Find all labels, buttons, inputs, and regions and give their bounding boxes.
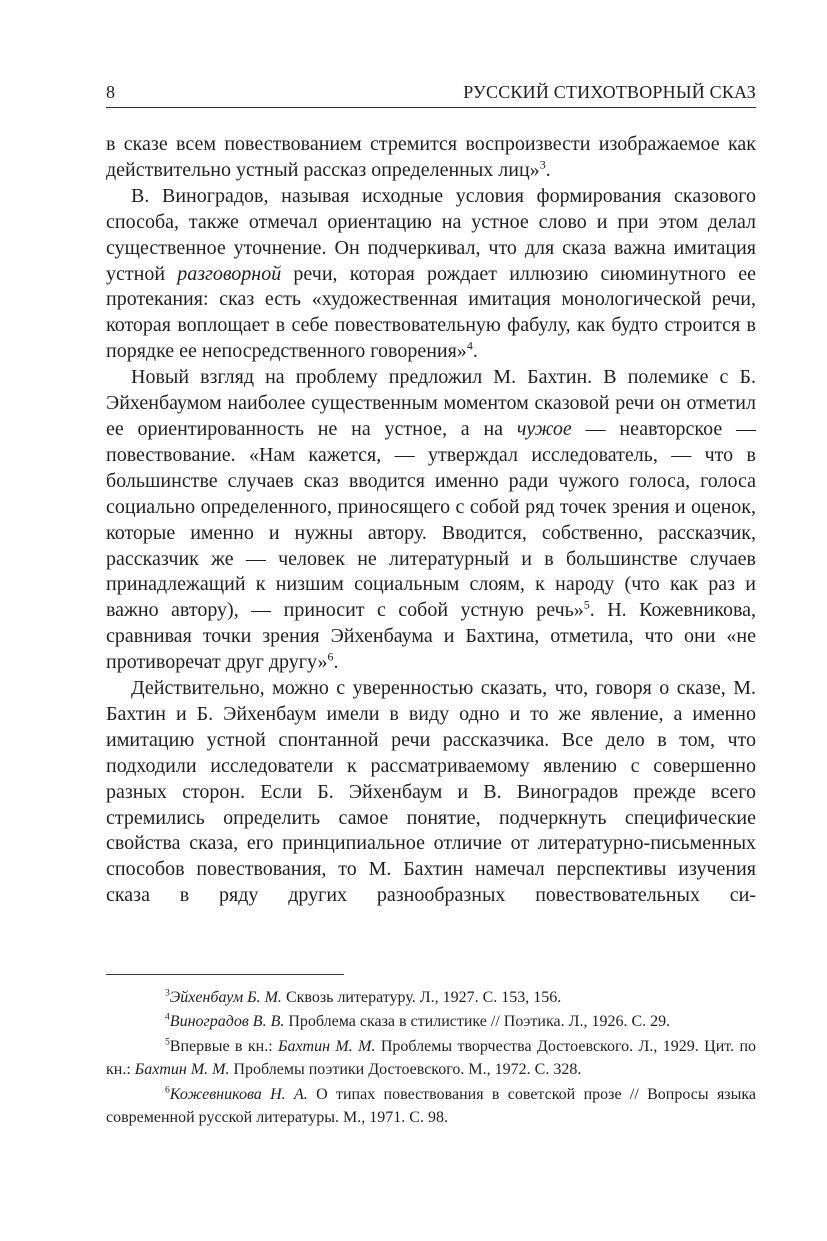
footnote-rule: [106, 974, 344, 975]
footnote-5: $^5$Впервые в кн.: Бахтин М. М. Проблемы творчества Достоевского. Л., 1929. Цит. по кн.: Бахтин М. М. Проблемы поэтики Достоевского. М., 1972. С. 328.: [106, 1036, 757, 1079]
footnote-ref-4: 4: [466, 338, 473, 353]
footnote-6: $^6$Кожевникова Н. А. О типах повествования в советской прозе // Вопросы языка современной русской литературы. М., 1971. С. 98.: [106, 1084, 757, 1127]
footnote-ref-5: 5: [583, 597, 590, 612]
header-rule: [106, 107, 756, 108]
emphasis-chuzhoe: чужое: [516, 417, 572, 440]
running-title: РУССКИЙ СТИХОТВОРНЫЙ СКАЗ: [463, 82, 756, 102]
paragraph-3: Новый взгляд на проблему предложил М. Бахтин. В полемике с Б. Эйхенбаумом наиболее существенным моментом сказовой речи он отметил ее ориентированность не на устное, а на чужое — неавторское — повествование. «Нам кажется, — утверждал исследователь, — что в большинстве случаев сказ вводится именно ради чужого голоса, голоса социально определенного, приносящего с собой ряд точек зрения и оценок, которые именно и нужны автору. Вводится, собственно, рассказчик, рассказчик же — человек не литературный и в большинстве случаев принадлежащий к низшим социальным слоям, к народу (что как раз и важно автору), — приносит с собой устную речь»$^5$. Н. Кожевникова, сравнивая точки зрения Эйхенбаума и Бахтина, отметила, что они «не противоречат друг другу»$^6$.: [106, 366, 757, 674]
footnote-3: $^3$Эйхенбаум Б. М. Сквозь литературу. Л., 1927. С. 153, 156.: [165, 987, 562, 1006]
paragraph-1: в сказе всем повествованием стремится воспроизвести изображаемое как действительно устный рассказ определенных лиц»$^3$.: [106, 133, 756, 181]
emphasis-razgovornoy: разговорной: [177, 262, 282, 285]
body-text: [106, 132, 756, 909]
paragraph-4: Действительно, можно с уверенностью сказать, что, говоря о сказе, М. Бахтин и Б. Эйхенбаум имели в виду одно и то же явление, а именно имитацию устной спонтанной речи рассказчика. Все дело в том, что подходили исследователи к рассматриваемому явлению с совершенно разных сторон. Если Б. Эйхенбаум и В. Виноградов прежде всего стремились определить самое понятие, подчеркнуть специфические свойства сказа, его принципиальное отличие от литературно-письменных способов повествования, то М. Бахтин намечал перспективы изучения сказа в ряду других разнообразных повествовательных си-: [106, 677, 756, 907]
paragraph-2: В. Виноградов, называя исходные условия формирования сказового способа, также отмечал ориентацию на устное слово и при этом делал существенное уточнение. Он подчеркивал, что для сказа важна имитация устной разговорной речи, которая рождает иллюзию сиюминутного ее протекания: сказ есть «художественная имитация монологической речи, которая воплощает в себе повествовательную фабулу, как будто строится в порядке ее непосредственного говорения»$^4$.: [106, 184, 756, 363]
running-header: [106, 82, 756, 104]
footnote-4: $^4$Виноградов В. В. Проблема сказа в стилистике // Поэтика. Л., 1926. С. 29.: [165, 1012, 671, 1031]
footnote-ref-3: 3: [539, 157, 546, 172]
footnote-ref-6: 6: [327, 649, 334, 664]
page-number: 8: [106, 82, 115, 102]
footnotes: [106, 986, 756, 1130]
